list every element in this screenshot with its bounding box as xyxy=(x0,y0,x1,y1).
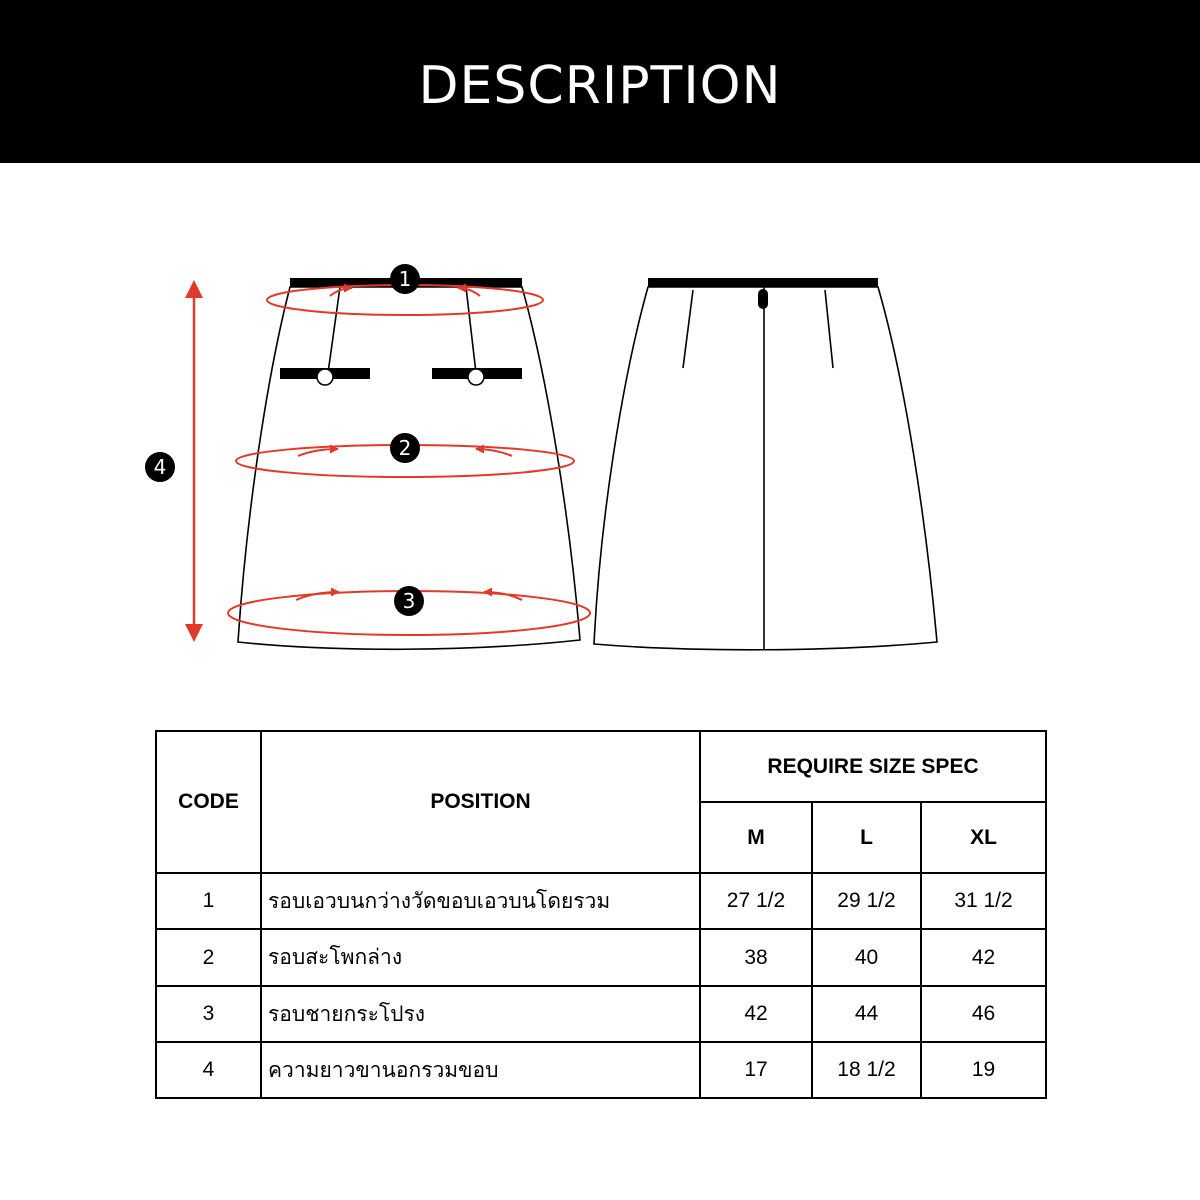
table-row xyxy=(156,929,1046,986)
table-row xyxy=(156,986,1046,1042)
row-code: 2 xyxy=(156,929,261,986)
header-size-l: L xyxy=(812,802,921,873)
row-position: รอบเอวบนกว่างวัดขอบเอวบนโดยรวม xyxy=(261,873,700,929)
skirt-back xyxy=(594,278,937,650)
row-position: ความยาวขานอกรวมขอบ xyxy=(261,1042,700,1098)
header-size-m: M xyxy=(700,802,812,873)
marker-2-label: 2 xyxy=(398,436,412,460)
table-header-row xyxy=(156,731,1046,802)
arrow-length-bottom xyxy=(185,624,203,642)
back-waistband xyxy=(648,278,878,287)
table-row xyxy=(156,873,1046,929)
row-size-xl: 42 xyxy=(921,929,1046,986)
button-right xyxy=(468,369,484,385)
marker-1 xyxy=(390,264,420,294)
row-size-m: 38 xyxy=(700,929,812,986)
row-size-l: 44 xyxy=(812,986,921,1042)
row-size-xl: 46 xyxy=(921,986,1046,1042)
header-position: POSITION xyxy=(261,731,700,873)
row-code: 3 xyxy=(156,986,261,1042)
row-size-m: 42 xyxy=(700,986,812,1042)
arrow-length-top xyxy=(185,280,203,298)
marker-1-label: 1 xyxy=(398,267,412,291)
header-code: CODE xyxy=(156,731,261,873)
row-size-l: 40 xyxy=(812,929,921,986)
marker-4-label: 4 xyxy=(153,455,167,479)
button-left xyxy=(317,369,333,385)
skirt-back-outline xyxy=(594,287,937,650)
row-size-l: 18 1/2 xyxy=(812,1042,921,1098)
row-size-m: 17 xyxy=(700,1042,812,1098)
back-zipper-pull xyxy=(758,289,768,309)
header-require-size-spec: REQUIRE SIZE SPEC xyxy=(700,731,1046,802)
marker-2 xyxy=(390,433,420,463)
size-spec-table xyxy=(155,730,1047,1099)
page-title: DESCRIPTION xyxy=(418,55,782,116)
marker-4 xyxy=(145,452,175,482)
row-size-m: 27 1/2 xyxy=(700,873,812,929)
header-size-xl: XL xyxy=(921,802,1046,873)
marker-3 xyxy=(394,586,424,616)
row-code: 1 xyxy=(156,873,261,929)
marker-3-label: 3 xyxy=(402,589,416,613)
table-row xyxy=(156,1042,1046,1098)
row-size-xl: 19 xyxy=(921,1042,1046,1098)
row-code: 4 xyxy=(156,1042,261,1098)
row-size-l: 29 1/2 xyxy=(812,873,921,929)
row-size-xl: 31 1/2 xyxy=(921,873,1046,929)
row-position: รอบชายกระโปรง xyxy=(261,986,700,1042)
row-position: รอบสะโพกล่าง xyxy=(261,929,700,986)
measure-length xyxy=(185,280,203,642)
